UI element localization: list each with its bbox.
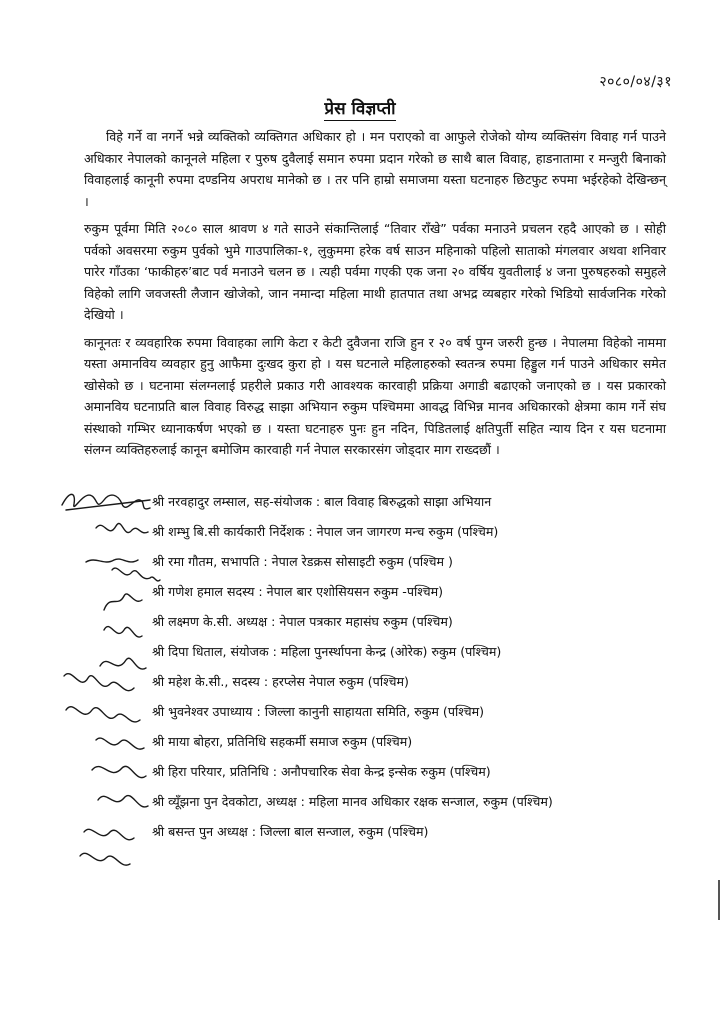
signatory-item: श्री रमा गौतम, सभापति : नेपाल रेडक्रस सोसाइटी रुकुम (पश्चिम ) [152,554,453,569]
signatory-item: श्री बसन्त पुन अध्यक्ष : जिल्ला बाल सन्जाल, रुकुम (पश्चिम) [152,824,429,839]
signatory-item: श्री नरवहादुर लम्साल, सह-संयोजक : बाल विवाह बिरुद्धको साझा अभियान [152,494,492,509]
signatory-item: श्री भुवनेश्वर उपाध्याय : जिल्ला कानुनी साहायता समिति, रुकुम (पश्चिम) [152,704,485,719]
signatory-item: श्री दिपा धिताल, संयोजक : महिला पुनर्स्थापना केन्द्र (ओरेक) रुकुम (पश्चिम) [152,644,502,659]
signatory-item: श्री हिरा परियार, प्रतिनिधि : अनौपचारिक सेवा केन्द्र इन्सेक रुकुम (पश्चिम) [152,764,491,779]
paragraph-intro: विहे गर्ने वा नगर्ने भन्ने व्यक्तिको व्यक्तिगत अधिकार हो । मन पराएको वा आफुले रोजेको योग्य व्यक्तिसंग विवाह गर्न पाउने अधिकार नेपालको कानूनले महिला र पुरुष दुवैलाई समान रुपमा प्रदान गरेको छ साथै बाल विवाह, हाडनातामा र मन्जुरी बिनाको विवाहलाई कानूनी रुपमा दण्डनिय अपराध मानेको छ । तर पनि हाम्रो समाजमा यस्ता घटनाहरु छिटफुट रुपमा भईरहेको देखिन्छन् । [84,129,666,209]
signatory-list [152,487,692,847]
signatory-item: श्री महेश के.सी., सदस्य : हरप्लेस नेपाल रुकुम (पश्चिम) [152,674,409,689]
signatory-item: श्री व्यूँझना पुन देवकोटा, अध्यक्ष : महिला मानव अधिकार रक्षक सन्जाल, रुकुम (पश्चिम) [152,794,553,809]
document-date: २०८०/०४/३१ [599,74,672,90]
document-body [84,126,666,467]
signatory-item: श्री गणेश हमाल सदस्य : नेपाल बार एशोसियसन रुकुम -पश्चिम) [152,584,444,599]
signatory-item: श्री माया बोहरा, प्रतिनिधि सहकर्मी समाज रुकुम (पश्चिम) [152,734,413,749]
paragraph-incident: रुकुम पूर्वमा मिति २०८० साल श्रावण ४ गते साउने संकान्तिलाई “तिवार राँखे” पर्वका मनाउने प्रचलन रहदै आएको छ । सोही पर्वको अवसरमा रुकुम पुर्वको भुमे गाउपालिका-१, लुकुममा हरेक वर्ष साउन महिनाको पहिलो साताको मंगलवार अथवा शनिवार पारेर गाँउका ‘फाकीहरु’बाट पर्व मनाउने चलन छ । त्यही पर्वमा गएकी एक जना २० वर्षिय युवतीलाई ४ जना पुरुषहरुको समुहले विहेको लागि जवजस्ती लैजान खोजेको, जान नमान्दा महिला माथी हातपात तथा अभद्र व्यबहार गरेको भिडियो सार्वजनिक गरेको देखियो । [84,221,666,322]
document-title-text: प्रेस विज्ञप्ती [324,99,396,119]
signatory-item: श्री लक्ष्मण के.सी. अध्यक्ष : नेपाल पत्रकार महासंघ रुकुम (पश्चिम) [152,614,453,629]
document-title [0,96,720,119]
paragraph-demand: कानूनतः र व्यवहारिक रुपमा विवाहका लागि केटा र केटी दुवैजना राजि हुन र २० वर्ष पुग्न जरुरी हुन्छ । नेपालमा विहेको नाममा यस्ता अमानविय व्यवहार हुनु आफैमा दुःखद कुरा हो । यस घटनाले महिलाहरुको स्वतन्त्र रुपमा हिड्डुल गर्न पाउने अधिकार समेत खोसेको छ । घटनामा संलग्नलाई प्रहरीले प्रकाउ गरी आवश्यक कारवाही प्रक्रिया अगाडी बढाएको जनाएको छ । यस प्रकारको अमानविय घटनाप्रति बाल विवाह विरुद्ध साझा अभियान रुकुम पश्चिममा आवद्ध विभिन्न मानव अधिकारको क्षेत्रमा काम गर्ने संघ संस्थाको गम्भिर ध्यानाकर्षण भएको छ । यस्ता घटनाहरु पुनः हुन नदिन, पिडितलाई क्षतिपुर्ती सहित न्याय दिन र यस घटनामा संलग्न व्यक्तिहरुलाई कानून बमोजिम कारवाही गर्न नेपाल सरकारसंग जोड्दार माग राख्दछौं । [84,334,666,457]
signatory-item: श्री शम्भु बि.सी कार्यकारी निर्देशक : नेपाल जन जागरण मन्च रुकुम (पश्चिम) [152,524,499,539]
